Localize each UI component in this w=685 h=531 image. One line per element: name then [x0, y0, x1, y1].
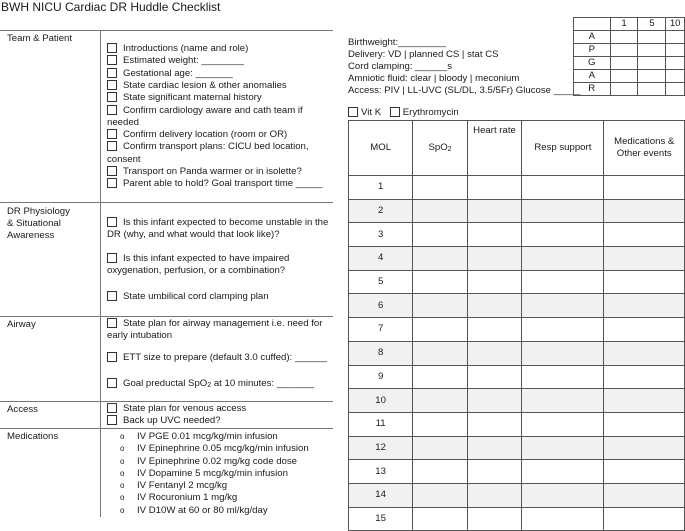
heart-rate-cell[interactable] — [467, 412, 522, 436]
medications-cell[interactable] — [604, 176, 685, 200]
mol-minute-cell: 1 — [349, 176, 413, 200]
bullet-icon: o — [120, 506, 125, 515]
prophylaxis-checkboxes — [348, 107, 459, 119]
checklist-item-continued: DR (why, and what would that look like)? — [107, 229, 280, 240]
vitk-label: Vit K — [361, 107, 382, 118]
checkbox[interactable] — [107, 129, 117, 139]
medications-cell[interactable] — [604, 341, 685, 365]
medication-item: o IV Epinephrine 0.05 mcg/kg/min infusion — [120, 443, 309, 454]
birthweight-field[interactable]: Birthweight:_________ — [348, 37, 447, 48]
apgar-cell[interactable] — [610, 57, 638, 70]
apgar-row — [574, 31, 685, 44]
page-title: BWH NICU Cardiac DR Huddle Checklist — [1, 0, 221, 14]
mol-row — [349, 341, 685, 365]
spo2-cell[interactable] — [413, 247, 467, 271]
section-label-medications: Medications — [7, 431, 59, 442]
spo2-cell[interactable] — [413, 412, 467, 436]
header-medications: Medications & Other events — [604, 121, 685, 176]
mol-row — [349, 507, 685, 531]
mol-minute-cell: 4 — [349, 247, 413, 271]
resp-support-cell[interactable] — [522, 460, 604, 484]
section-label-team-patient: Team & Patient — [7, 33, 73, 44]
checklist-item-continued: early intubation — [107, 330, 173, 341]
mol-header-row — [349, 121, 685, 176]
checkbox[interactable] — [107, 415, 117, 425]
checklist-item[interactable]: Confirm transport plans: CICU bed location, — [107, 141, 332, 153]
header-heart-rate: Heart rate — [467, 121, 522, 176]
apgar-row — [574, 57, 685, 70]
mol-minute-cell: 3 — [349, 223, 413, 247]
checklist-item[interactable]: Confirm cardiology aware and cath team if — [107, 105, 332, 117]
section-label-airway: Airway — [7, 319, 36, 330]
divider — [0, 428, 333, 429]
checkbox[interactable] — [107, 291, 117, 301]
medication-item: o IV PGE 0.01 mcg/kg/min infusion — [120, 431, 278, 442]
checkbox[interactable] — [107, 253, 117, 263]
resp-support-cell[interactable] — [522, 341, 604, 365]
mol-minute-cell: 14 — [349, 483, 413, 507]
heart-rate-cell[interactable] — [467, 483, 522, 507]
divider — [0, 202, 333, 203]
apgar-row-label: R — [574, 83, 611, 96]
apgar-row — [574, 70, 685, 83]
apgar-cell[interactable] — [610, 44, 638, 57]
checklist-item[interactable]: Estimated weight: ________ — [107, 55, 332, 67]
apgar-row-label: A — [574, 70, 611, 83]
header-resp-support: Resp support — [522, 121, 604, 176]
apgar-row-label: P — [574, 44, 611, 57]
checklist-item[interactable]: Parent able to hold? Goal transport time _____ — [107, 178, 332, 190]
bullet-icon: o — [120, 493, 125, 502]
erythromycin-checkbox[interactable] — [390, 107, 400, 117]
header-mol: MOL — [349, 121, 413, 176]
medications-cell[interactable] — [604, 460, 685, 484]
medications-cell[interactable] — [604, 270, 685, 294]
bullet-icon: o — [120, 444, 125, 453]
mol-row — [349, 412, 685, 436]
heart-rate-cell[interactable] — [467, 341, 522, 365]
apgar-cell[interactable] — [638, 44, 666, 57]
header-spo2: SpO$_2$ — [413, 121, 467, 176]
mol-row — [349, 294, 685, 318]
checklist-item[interactable]: Is this infant expected to become unstable in the — [107, 217, 332, 229]
checklist-item[interactable]: State umbilical cord clamping plan — [107, 291, 332, 303]
spo2-cell[interactable] — [413, 270, 467, 294]
mol-row — [349, 223, 685, 247]
checkbox[interactable] — [107, 55, 117, 65]
medications-cell[interactable] — [604, 247, 685, 271]
medications-cell[interactable] — [604, 507, 685, 531]
spo2-cell[interactable] — [413, 341, 467, 365]
mol-row — [349, 365, 685, 389]
medications-cell[interactable] — [604, 412, 685, 436]
apgar-header-cell: 1 — [610, 18, 638, 31]
resp-support-cell[interactable] — [522, 412, 604, 436]
mol-table — [348, 120, 685, 531]
heart-rate-cell[interactable] — [467, 436, 522, 460]
checklist-item[interactable]: Back up UVC needed? — [107, 415, 332, 427]
mol-minute-cell: 12 — [349, 436, 413, 460]
heart-rate-cell[interactable] — [467, 318, 522, 342]
bullet-icon: o — [120, 481, 125, 490]
mol-row — [349, 460, 685, 484]
apgar-cell[interactable] — [638, 31, 666, 44]
medications-cell[interactable] — [604, 199, 685, 223]
checklist-item[interactable]: Confirm delivery location (room or OR) — [107, 129, 332, 141]
resp-support-cell[interactable] — [522, 318, 604, 342]
apgar-cell[interactable] — [666, 57, 685, 70]
apgar-header-cell: 5 — [638, 18, 666, 31]
bullet-icon: o — [120, 457, 125, 466]
checklist-item[interactable]: State significant maternal history — [107, 92, 332, 104]
checklist-item[interactable]: Introductions (name and role) — [107, 43, 332, 55]
checkbox[interactable] — [107, 318, 117, 328]
checklist-item[interactable]: State cardiac lesion & other anomalies — [107, 80, 332, 92]
apgar-table — [573, 17, 685, 96]
resp-support-cell[interactable] — [522, 365, 604, 389]
apgar-cell[interactable] — [638, 83, 666, 96]
mol-row — [349, 318, 685, 342]
checkbox[interactable] — [107, 217, 117, 227]
heart-rate-cell[interactable] — [467, 223, 522, 247]
medications-cell[interactable] — [604, 223, 685, 247]
checkbox[interactable] — [107, 141, 117, 151]
spo2-cell[interactable] — [413, 436, 467, 460]
resp-support-cell[interactable] — [522, 247, 604, 271]
mol-minute-cell: 9 — [349, 365, 413, 389]
cord-clamping-field[interactable]: Cord clamping: ______s — [348, 61, 452, 72]
mol-minute-cell: 2 — [349, 199, 413, 223]
checkbox[interactable] — [107, 403, 117, 413]
bullet-icon: o — [120, 469, 125, 478]
checkbox[interactable] — [107, 92, 117, 102]
checklist-item-continued: needed — [107, 117, 140, 128]
resp-support-cell[interactable] — [522, 483, 604, 507]
checkbox[interactable] — [107, 43, 117, 53]
resp-support-cell[interactable] — [522, 270, 604, 294]
mol-row — [349, 436, 685, 460]
checklist-item[interactable]: Goal preductal SpO$_2$ at 10 minutes: _______ — [107, 378, 332, 390]
checkbox[interactable] — [107, 378, 117, 388]
divider — [0, 316, 333, 317]
spo2-cell[interactable] — [413, 365, 467, 389]
resp-support-cell[interactable] — [522, 389, 604, 413]
mol-minute-cell: 13 — [349, 460, 413, 484]
spo2-cell[interactable] — [413, 223, 467, 247]
apgar-header-cell — [574, 18, 611, 31]
apgar-cell[interactable] — [666, 31, 685, 44]
mol-minute-cell: 8 — [349, 341, 413, 365]
medications-cell[interactable] — [604, 294, 685, 318]
medication-item: o IV Epinephrine 0.02 mg/kg code dose — [120, 456, 298, 467]
mol-minute-cell: 11 — [349, 412, 413, 436]
apgar-header-row — [574, 18, 685, 31]
section-label-dr-physiology: DR Physiology & Situational Awareness — [7, 206, 70, 242]
mol-minute-cell: 15 — [349, 507, 413, 531]
apgar-cell[interactable] — [638, 70, 666, 83]
medications-cell[interactable] — [604, 365, 685, 389]
bullet-icon: o — [120, 432, 125, 441]
checklist-item[interactable]: ETT size to prepare (default 3.0 cuffed): ______ — [107, 352, 332, 364]
medications-cell[interactable] — [604, 318, 685, 342]
checkbox[interactable] — [107, 352, 117, 362]
spo2-cell[interactable] — [413, 318, 467, 342]
heart-rate-cell[interactable] — [467, 247, 522, 271]
mol-minute-cell: 6 — [349, 294, 413, 318]
checkbox[interactable] — [107, 178, 117, 188]
checklist-item[interactable]: Is this infant expected to have impaired — [107, 253, 332, 265]
spo2-cell[interactable] — [413, 199, 467, 223]
mol-table-body — [349, 176, 685, 531]
amniotic-fluid-field[interactable]: Amniotic fluid: clear | bloody | meconium — [348, 73, 520, 84]
resp-support-cell[interactable] — [522, 176, 604, 200]
spo2-cell[interactable] — [413, 176, 467, 200]
checkbox[interactable] — [107, 105, 117, 115]
access-glucose-field[interactable]: Access: PIV | LL-UVC (SL/DL, 3.5/5Fr) Glucose _____ — [348, 85, 581, 96]
spo2-cell[interactable] — [413, 389, 467, 413]
mol-minute-cell: 5 — [349, 270, 413, 294]
checklist-item[interactable]: State plan for venous access — [107, 403, 332, 415]
medication-item: o IV D10W at 60 or 80 ml/kg/day — [120, 505, 268, 516]
checkbox[interactable] — [107, 80, 117, 90]
medication-item: o IV Dopamine 5 mcg/kg/min infusion — [120, 468, 288, 479]
checklist-item-continued: oxygenation, perfusion, or a combination? — [107, 265, 286, 276]
checkbox[interactable] — [107, 68, 117, 78]
mol-minute-cell: 7 — [349, 318, 413, 342]
checklist-item[interactable]: State plan for airway management i.e. need for — [107, 318, 332, 330]
apgar-row-label: A — [574, 31, 611, 44]
resp-support-cell[interactable] — [522, 294, 604, 318]
apgar-cell[interactable] — [610, 83, 638, 96]
mol-minute-cell: 10 — [349, 389, 413, 413]
apgar-cell[interactable] — [666, 70, 685, 83]
delivery-field[interactable]: Delivery: VD | planned CS | stat CS — [348, 49, 499, 60]
mol-row — [349, 270, 685, 294]
mol-row — [349, 483, 685, 507]
checklist-item-continued: consent — [107, 154, 141, 165]
heart-rate-cell[interactable] — [467, 460, 522, 484]
resp-support-cell[interactable] — [522, 436, 604, 460]
medications-cell[interactable] — [604, 389, 685, 413]
resp-support-cell[interactable] — [522, 199, 604, 223]
mol-row — [349, 176, 685, 200]
apgar-cell[interactable] — [666, 83, 685, 96]
checkbox[interactable] — [107, 166, 117, 176]
apgar-cell[interactable] — [638, 57, 666, 70]
medications-cell[interactable] — [604, 436, 685, 460]
heart-rate-cell[interactable] — [467, 270, 522, 294]
heart-rate-cell[interactable] — [467, 294, 522, 318]
erythromycin-label: Erythromycin — [402, 107, 459, 118]
spo2-cell[interactable] — [413, 483, 467, 507]
column-divider — [100, 30, 101, 517]
spo2-cell[interactable] — [413, 507, 467, 531]
resp-support-cell[interactable] — [522, 223, 604, 247]
medication-item: o IV Fentanyl 2 mcg/kg — [120, 480, 228, 491]
medication-item: o IV Rocuronium 1 mg/kg — [120, 492, 238, 503]
apgar-cell[interactable] — [666, 44, 685, 57]
apgar-cell[interactable] — [610, 70, 638, 83]
medications-cell[interactable] — [604, 483, 685, 507]
vitk-checkbox[interactable] — [348, 107, 358, 117]
checklist-item[interactable]: Transport on Panda warmer or in isolette? — [107, 166, 332, 178]
apgar-row — [574, 44, 685, 57]
heart-rate-cell[interactable] — [467, 365, 522, 389]
apgar-row-label: G — [574, 57, 611, 70]
resp-support-cell[interactable] — [522, 507, 604, 531]
mol-row — [349, 199, 685, 223]
mol-row — [349, 247, 685, 271]
divider — [0, 401, 333, 402]
section-label-access: Access — [7, 404, 38, 415]
heart-rate-cell[interactable] — [467, 507, 522, 531]
apgar-cell[interactable] — [610, 31, 638, 44]
heart-rate-cell[interactable] — [467, 389, 522, 413]
heart-rate-cell[interactable] — [467, 199, 522, 223]
spo2-cell[interactable] — [413, 460, 467, 484]
spo2-cell[interactable] — [413, 294, 467, 318]
heart-rate-cell[interactable] — [467, 176, 522, 200]
divider — [0, 30, 333, 31]
apgar-row — [574, 83, 685, 96]
apgar-header-cell: 10 — [666, 18, 685, 31]
checklist-item[interactable]: Gestational age: _______ — [107, 68, 332, 80]
mol-row — [349, 389, 685, 413]
